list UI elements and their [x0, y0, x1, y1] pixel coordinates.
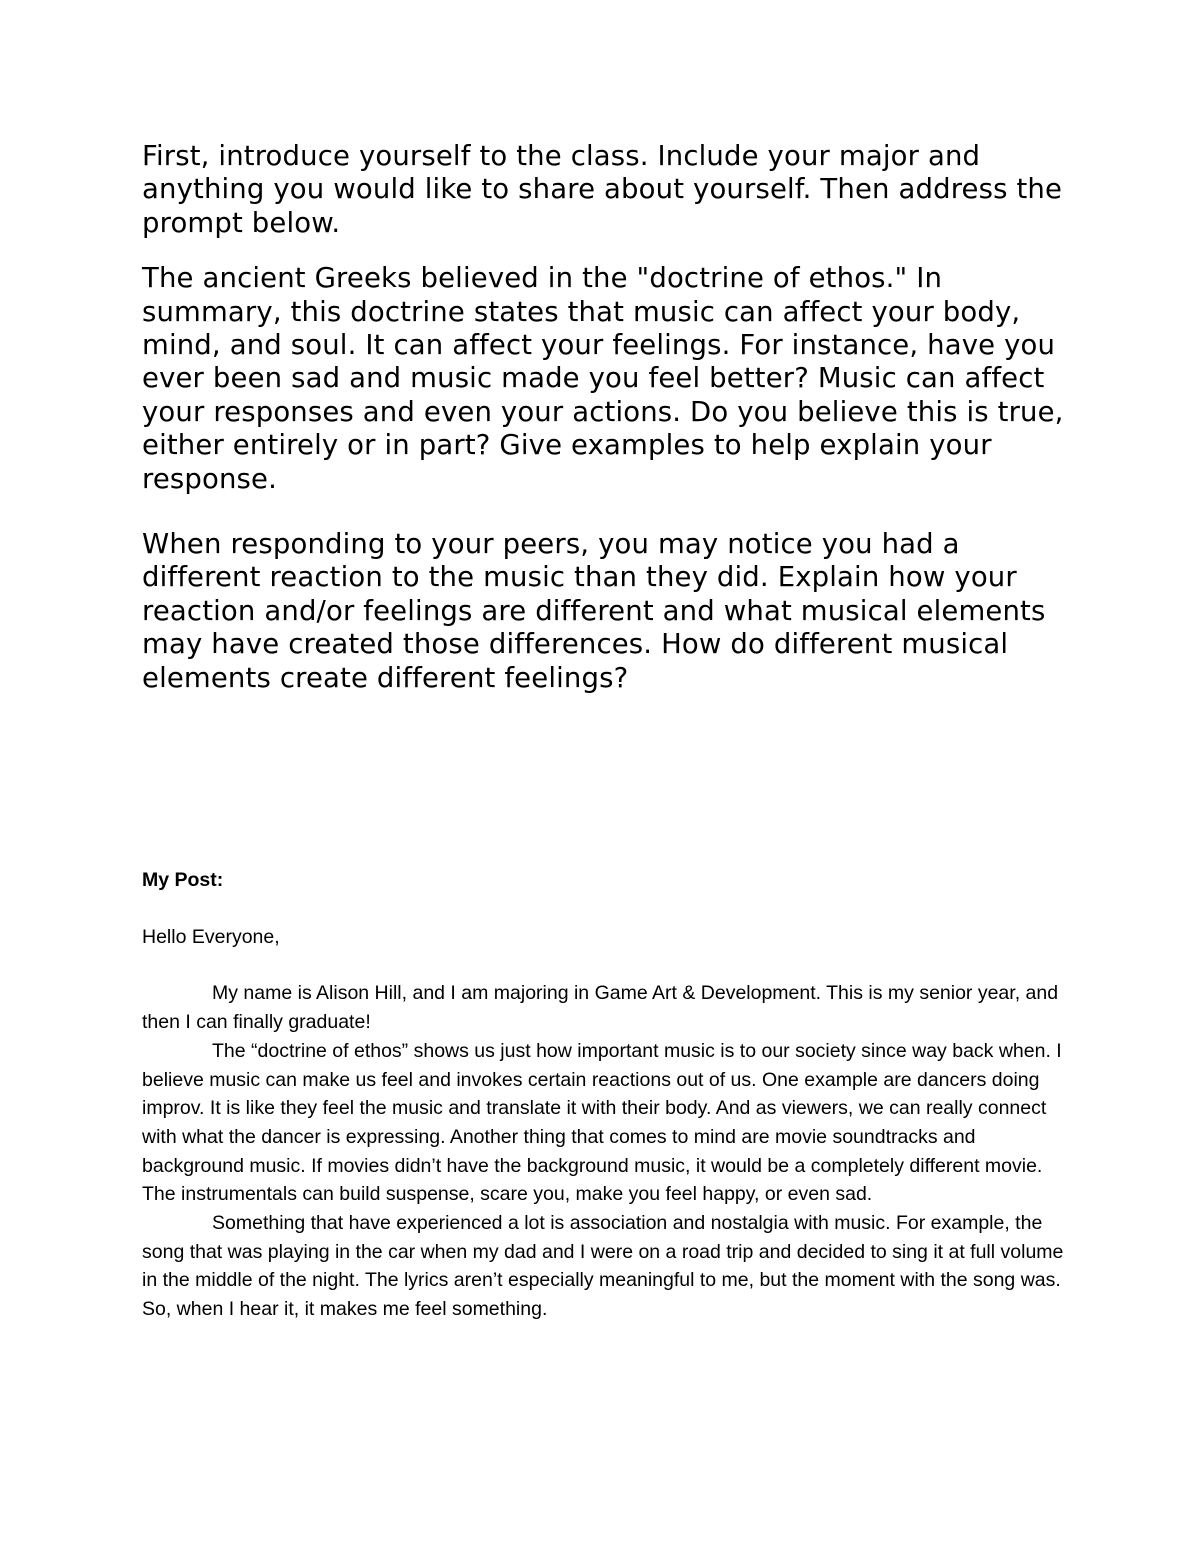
- assignment-prompt: [142, 140, 1072, 695]
- prompt-paragraph-ethos: The ancient Greeks believed in the "doctrine of ethos." In summary, this doctrine states that music can affect your body, mind, and soul. It can affect your feelings. For instance, have you ever been sad and music made you feel better? Music can affect your responses and even your actions. Do you believe this is true, either entirely or in part? Give examples to help explain your response.: [142, 262, 1064, 495]
- prompt-paragraph-peers: When responding to your peers, you may notice you had a different reaction to the music than they did. Explain how your reaction and/or feelings are different and what musical elements may have created those differences. How do different musical elements create different feelings?: [142, 528, 1046, 694]
- post-greeting: Hello Everyone,: [142, 925, 280, 948]
- post-paragraph-ethos: The “doctrine of ethos” shows us just how important music is to our society since way back when. I believe music can make us feel and invokes certain reactions out of us. One example are dancers doing improv. It is like they feel the music and translate it with their body. And as viewers, we can really connect with what the dancer is expressing. Another thing that comes to mind are movie soundtracks and background music. If movies didn’t have the background music, it would be a completely different movie. The instrumentals can build suspense, scare you, make you feel happy, or even sad.: [142, 1039, 1062, 1206]
- student-post: [142, 866, 1072, 1324]
- post-heading: My Post:: [142, 869, 224, 891]
- post-paragraph-nostalgia: Something that have experienced a lot is association and nostalgia with music. For example, the song that was playing in the car when my dad and I were on a road trip and decided to sing it at full volume in the middle of the night. The lyrics aren’t especially meaningful to me, but the moment with the song was. So, when I hear it, it makes me feel something.: [142, 1212, 1064, 1321]
- prompt-paragraph-intro: First, introduce yourself to the class. Include your major and anything you would like to share about yourself. Then address the prompt below.: [142, 140, 1063, 239]
- post-paragraph-introduction: My name is Alison Hill, and I am majoring in Game Art & Development. This is my senior year, and then I can finally graduate!: [142, 982, 1059, 1034]
